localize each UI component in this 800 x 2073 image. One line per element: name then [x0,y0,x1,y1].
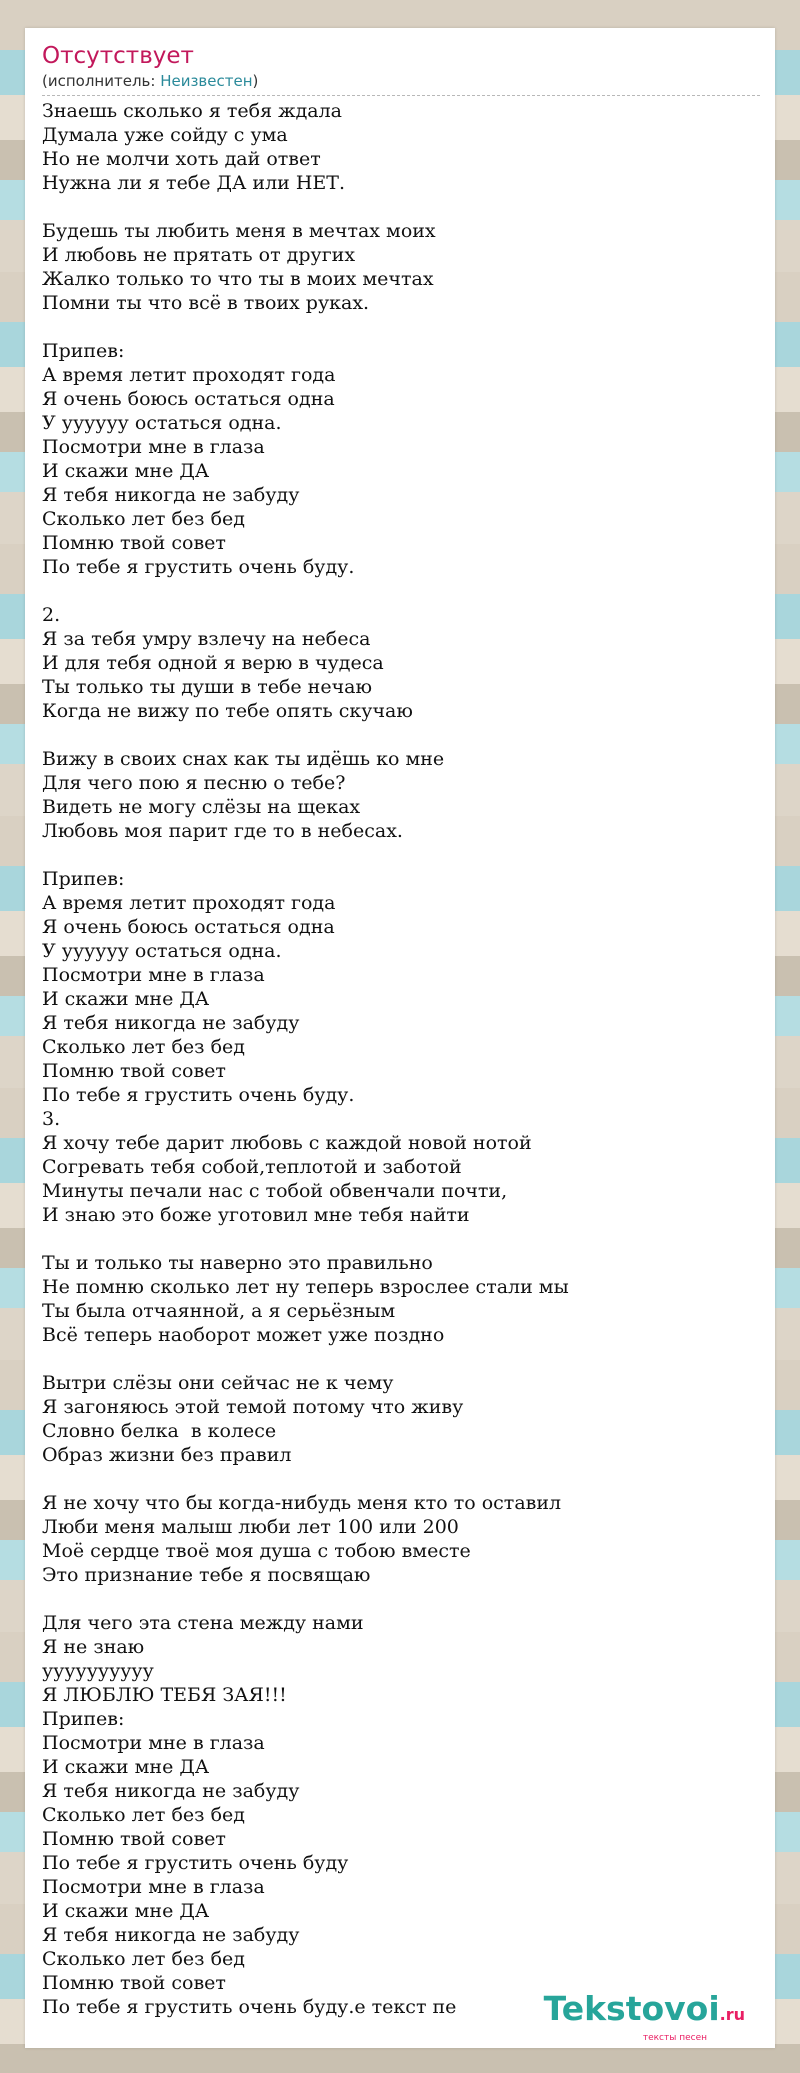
lyric-line: Сколько лет без бед [42,1036,245,1058]
lyric-line: Словно белка в колесе [42,1420,277,1442]
lyric-line: Я тебя никогда не забуду [42,484,300,506]
lyric-line: И знаю это боже уготовил мне тебя найти [42,1204,470,1226]
lyric-line: Любовь моя парит где то в небесах. [42,820,403,842]
lyric-line: А время летит проходят года [42,892,336,914]
lyric-line: Я за тебя умру взлечу на небеса [42,628,371,650]
lyric-line: Когда не вижу по тебе опять скучаю [42,700,413,722]
logo-wordmark [544,1991,745,2033]
site-logo[interactable] [544,1991,745,2043]
lyric-blank-line [42,723,762,747]
lyric-line: Знаешь сколько я тебя ждала [42,100,342,122]
lyrics-body [42,99,762,2019]
lyric-line: И любовь не прятать от других [42,244,356,266]
lyrics-card [25,28,775,2048]
lyric-line: Я тебя никогда не забуду [42,1780,300,1802]
lyric-line: Видеть не могу слёзы на щеках [42,796,361,818]
lyric-blank-line [42,579,762,603]
lyric-line: Люби меня малыш люби лет 100 или 200 [42,1516,459,1538]
lyric-line: По тебе я грустить очень буду.е текст пе [42,1996,457,2018]
lyric-line: уууууууууу [42,1660,154,1682]
lyric-line: Я очень боюсь остаться одна [42,388,335,410]
lyric-line: Припев: [42,340,125,362]
logo-name: Tekstovoi [543,1989,720,2028]
lyric-line: Помню твой совет [42,1828,226,1850]
lyric-line: Посмотри мне в глаза [42,436,265,458]
lyric-line: И для тебя одной я верю в чудеса [42,652,384,674]
lyric-line: Согревать тебя собой,теплотой и заботой [42,1156,462,1178]
lyric-line: И скажи мне ДА [42,1900,210,1922]
lyric-line: Это признание тебе я посвящаю [42,1564,371,1586]
lyric-line: 2. [42,604,61,626]
lyric-line: У уууууу остаться одна. [42,940,282,962]
lyric-line: Я хочу тебе дарит любовь с каждой новой нотой [42,1132,532,1154]
lyric-line: Образ жизни без правил [42,1444,292,1466]
artist-suffix: ) [252,72,259,90]
lyric-line: Припев: [42,1708,125,1730]
lyric-blank-line [42,1347,762,1371]
lyric-line: Я не знаю [42,1636,145,1658]
lyric-line: Посмотри мне в глаза [42,1876,265,1898]
lyric-blank-line [42,195,762,219]
lyric-line: Всё теперь наоборот может уже поздно [42,1324,445,1346]
lyric-line: Ты и только ты наверно это правильно [42,1252,433,1274]
lyric-line: Помню твой совет [42,532,226,554]
lyric-line: Но не молчи хоть дай ответ [42,148,321,170]
artist-link[interactable]: Неизвестен [160,72,253,90]
lyric-line: Жалко только то что ты в моих мечтах [42,268,434,290]
logo-domain: .ru [719,2005,745,2024]
lyric-line: Вытри слёзы они сейчас не к чему [42,1372,394,1394]
lyric-line: 3. [42,1108,61,1130]
lyric-line: Моё сердце твоё моя душа с тобою вместе [42,1540,471,1562]
lyric-line: Я очень боюсь остаться одна [42,916,335,938]
lyric-line: Для чего пою я песню о тебе? [42,772,346,794]
lyric-blank-line [42,1467,762,1491]
lyric-line: По тебе я грустить очень буду. [42,1084,355,1106]
lyric-line: Я загоняюсь этой темой потому что живу [42,1396,464,1418]
lyric-line: Думала уже сойду с ума [42,124,288,146]
song-title: Отсутствует [42,43,194,69]
lyric-line: И скажи мне ДА [42,1756,210,1778]
lyric-line: Я ЛЮБЛЮ ТЕБЯ ЗАЯ!!! [42,1684,287,1706]
artist-line [42,71,760,96]
lyric-line: Я не хочу что бы когда-нибудь меня кто то оставил [42,1492,562,1514]
lyric-line: Сколько лет без бед [42,508,245,530]
logo-tagline: тексты песен [642,2033,707,2043]
lyric-line: Для чего эта стена между нами [42,1612,364,1634]
lyric-line: Я тебя никогда не забуду [42,1924,300,1946]
lyric-line: А время летит проходят года [42,364,336,386]
lyric-line: Минуты печали нас с тобой обвенчали почти, [42,1180,508,1202]
artist-prefix: (исполнитель: [42,72,161,90]
lyric-line: По тебе я грустить очень буду [42,1852,349,1874]
lyric-line: Будешь ты любить меня в мечтах моих [42,220,436,242]
lyric-line: Посмотри мне в глаза [42,964,265,986]
lyric-line: Помни ты что всё в твоих руках. [42,292,370,314]
lyric-blank-line [42,315,762,339]
lyric-line: Не помню сколько лет ну теперь взрослее стали мы [42,1276,569,1298]
lyric-line: У уууууу остаться одна. [42,412,282,434]
lyric-line: Помню твой совет [42,1972,226,1994]
lyric-line: Сколько лет без бед [42,1804,245,1826]
lyric-line: Я тебя никогда не забуду [42,1012,300,1034]
lyric-line: Помню твой совет [42,1060,226,1082]
lyric-line: И скажи мне ДА [42,460,210,482]
lyric-line: И скажи мне ДА [42,988,210,1010]
lyric-line: Ты только ты души в тебе нечаю [42,676,373,698]
lyric-blank-line [42,1227,762,1251]
lyric-line: Припев: [42,868,125,890]
lyric-blank-line [42,843,762,867]
lyric-line: Нужна ли я тебе ДА или НЕТ. [42,172,345,194]
lyric-line: Вижу в своих снах как ты идёшь ко мне [42,748,445,770]
lyric-line: Сколько лет без бед [42,1948,245,1970]
lyric-line: По тебе я грустить очень буду. [42,556,355,578]
lyric-line: Ты была отчаянной, а я серьёзным [42,1300,396,1322]
lyric-blank-line [42,1587,762,1611]
lyric-line: Посмотри мне в глаза [42,1732,265,1754]
